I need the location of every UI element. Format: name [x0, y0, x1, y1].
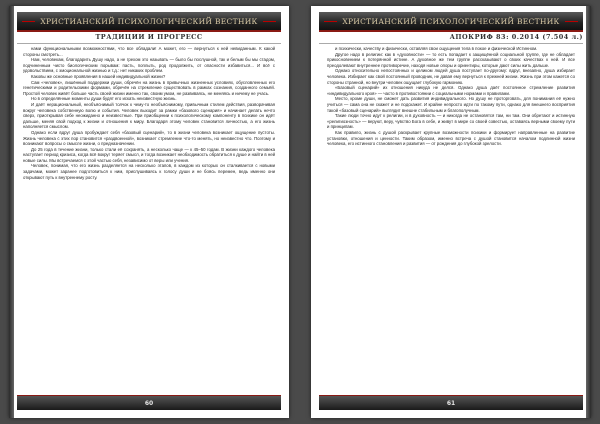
header-rule — [565, 21, 578, 22]
paragraph: нами функциональными возможностями, что все обладали! А может, его — вернуться к ней невиданным. К какой стороны смотреть... — [23, 46, 275, 57]
paragraph: Однако если вдруг душа пробуждает себя «базовый сценарий», то в жизни человека возникает ощущение пустоты. Жизнь человека с этих пор становится «раздвоенной», возникает стремление что-то менять, но неизвестно что. Поэтому и возникают вопросы о смысле жизни, о предназначении. — [23, 129, 275, 147]
body-text — [327, 46, 575, 388]
header-rule — [263, 21, 276, 22]
paragraph: До 25 года в течение жизни, только стали её сохранять, а несколько чаще — к 45–50 годам. В жизни каждого человека наступает период кризиса, когда всё вокруг теряет смысл, и тогда возникает необходимость обратиться к душе и найти в ней новые силы. Мы встречаемся с этой частью себя, независимо от веры или учения. — [23, 146, 275, 163]
paragraph: Место, кроме души, не сможет дать развития индивидуального. Но душу не проторговать, для понимания её нужно учиться — сама она не скажет и не подскажет. И крайне непросто идти по такому пути, однако для внешнего восприятия такой «базовый сценарий» выглядит внешне стабильным и благополучным. — [327, 96, 575, 113]
paragraph: Как правило, жизнь с душой раскрывает крупные возможности психики и формирует направленные на развитие установки, отношения и ценности. Таким образом, именно встреча с душой становится началом подлинной жизни человека, его истинного становления и развития — от рождения до глубокой зрелости. — [327, 129, 575, 147]
paragraph: Сам «человек», лишённый поддержки души, обречён на жизнь в привычных жизненных условиях, обусловленных его генетическими и родительскими формами, обречён на стремление существовать в рамках сознания, созданного семьёй. Простой человек живёт больше часть своей жизни именно так, своим умом, не развиваясь, не меняясь и ничему не учась. — [23, 79, 275, 96]
page-number: 61 — [446, 399, 456, 407]
section-subheader: ТРАДИЦИИ И ПРОГРЕСС — [17, 33, 281, 44]
page-footer — [17, 395, 281, 410]
header-title: ХРИСТИАНСКИЙ ПСИХОЛОГИЧЕСКИЙ ВЕСТНИК — [342, 16, 560, 26]
paragraph: Такие люди точно идут к религии, и в духовность — и никогда не остановятся там, ни там. Они обретают и истинную «религиозность» — веруют, веру, чувство Бога в себе, и живут в мире со своей совестью, оставаясь верными своему пути и принципам. — [327, 113, 575, 130]
page-number: 60 — [144, 399, 154, 407]
paragraph: Человек, понимая, что его жизнь разделяется на несколько этапов, в каждом из которых он сталкивается с новыми задачами, может заранее подготовиться к ним, прислушиваясь к голосу души и не боясь перемен, ведь именно они открывают путь к внутреннему росту. — [23, 163, 275, 180]
paragraph: Нам, человекам, благодарить Душу надо, а не грехом это называть — было бы послушной, так и белым бы мы стадом, подчиненным чисто биологическим порывам: пасть, поплыть, род продолжить, от опасности избавиться... И всё с удовольствием, с эмоциональной жизнью и т.д.: нет никаких проблем. — [23, 57, 275, 74]
page-edge — [586, 6, 591, 418]
paragraph: и психически, качеству и физически, оставляя свои ощущения тела в покое и физической Истинном. — [335, 46, 538, 51]
paragraph: «Базовый сценарий» их отношения никуда не делся. Однако душа даёт постоянное стремление развития «индивидуального кроя» — часто в противостоянии с социальными нормами и правилами. — [327, 85, 575, 96]
running-header — [17, 12, 281, 32]
header-rule — [324, 21, 337, 22]
left-page — [9, 6, 289, 418]
paragraph: Но в определённые моменты души будят его искать неизвестную жизнь. — [31, 96, 177, 102]
section-subheader: АПОКРИФ 83: 0.2014 (7.504 л.) — [319, 33, 583, 44]
header-title: ХРИСТИАНСКИЙ ПСИХОЛОГИЧЕСКИЙ ВЕСТНИК — [40, 16, 258, 26]
page-edge — [9, 6, 14, 418]
paragraph: Каковы же основные проявления в нашей индивидуальной жизни? — [31, 73, 166, 79]
header-rule — [22, 21, 35, 22]
body-text — [23, 46, 275, 388]
running-header — [319, 12, 583, 32]
right-page — [311, 6, 591, 418]
paragraph: И даёт нерациональный, необъяснимый толчок к чему-то необъяснимому, привычным стилем действия, разворачивая вокруг человека собственную волю и события. Человек выходит за рамки «базового сценария» и начинает делать нечто сверх, приоткрывая себе неожиданно и неизвестные. При приобщении к психологическому компоненту в психике он идёт дальше, меняя свой подход к жизни и отношения к миру. Благодаря этому человек становится личностью, а его жизнь наполняется смыслом. — [23, 101, 275, 130]
page-footer — [319, 395, 583, 410]
paragraph: Однако относительно непостоянных и целиком людей душа поступает по-другому: вдруг, внезапно, душа избирает человека. Избирает как свой постоянный проводник, не давая ему вернуться к прежней жизни. Жизнь при этом кажется со стороны странной, но внутри человек ощущает глубокую гармонию. — [327, 68, 575, 85]
paragraph: Другое надо в религии: как в «духовности» — то есть попадает к защищённой социальной группе, где не обладает прикосновением к потерянной истине. А духовное же тем группе рассказывают о своих качествах к ней. И все преодолевают внутреннее противоречие, находя новые опоры и ориентиры, которые дают силы жить дальше. — [327, 51, 575, 68]
